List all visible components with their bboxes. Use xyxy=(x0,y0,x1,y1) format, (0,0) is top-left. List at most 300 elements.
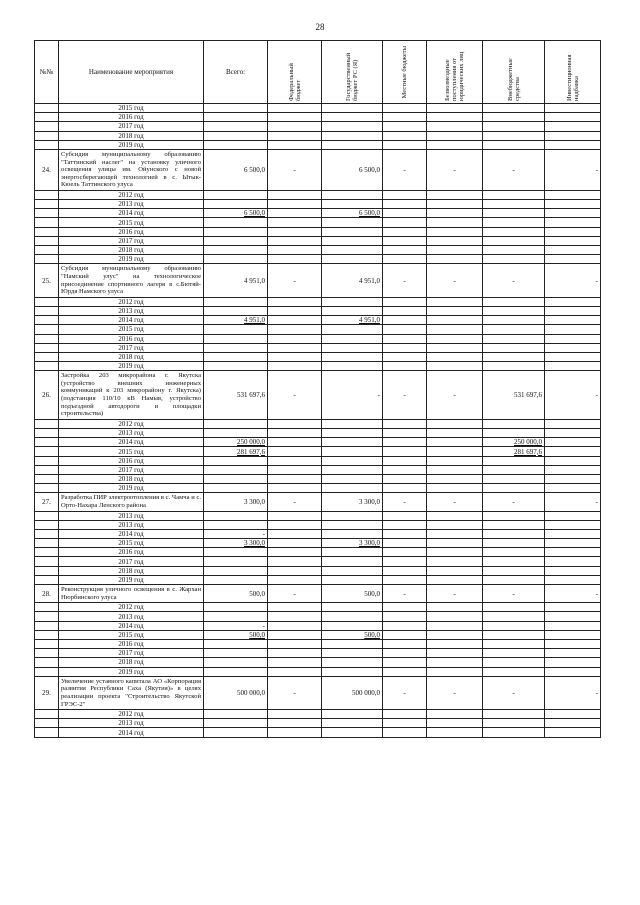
year-grants xyxy=(427,484,483,493)
item-extra: - xyxy=(483,264,545,297)
year-grants xyxy=(427,218,483,227)
year-index-cell xyxy=(35,140,59,149)
year-invest xyxy=(545,343,601,352)
year-row xyxy=(35,104,601,113)
year-local xyxy=(383,419,427,428)
year-extra xyxy=(483,511,545,520)
year-row xyxy=(35,209,601,218)
item-name: Субсидия муниципальному образованию "Намский улус" на технологическое присоединение спортивного лагеря в с.Бютяй-Юрдя Намского улуса xyxy=(59,264,204,297)
year-state-value: 6 500,0 xyxy=(359,209,380,218)
header-no: №№ xyxy=(35,41,59,104)
year-total xyxy=(204,297,268,306)
item-extra: - xyxy=(483,676,545,709)
year-invest xyxy=(545,325,601,334)
year-extra xyxy=(483,548,545,557)
year-total: - xyxy=(204,621,268,630)
year-federal xyxy=(268,621,322,630)
year-grants xyxy=(427,719,483,728)
item-row xyxy=(35,149,601,190)
year-grants xyxy=(427,190,483,199)
year-total-value: 3 300,0 xyxy=(244,539,265,548)
year-row xyxy=(35,639,601,648)
year-federal xyxy=(268,438,322,447)
year-invest xyxy=(545,246,601,255)
year-total-value: 6 500,0 xyxy=(244,209,265,218)
year-row xyxy=(35,603,601,612)
year-label: 2017 год xyxy=(59,236,204,245)
year-index-cell xyxy=(35,122,59,131)
item-row xyxy=(35,676,601,709)
year-index-cell xyxy=(35,465,59,474)
year-row xyxy=(35,557,601,566)
year-state xyxy=(322,429,383,438)
year-local xyxy=(383,297,427,306)
item-grants: - xyxy=(427,264,483,297)
year-state xyxy=(322,484,383,493)
year-grants xyxy=(427,325,483,334)
year-local xyxy=(383,575,427,584)
year-state xyxy=(322,667,383,676)
year-invest xyxy=(545,603,601,612)
year-local xyxy=(383,218,427,227)
year-federal xyxy=(268,429,322,438)
year-invest xyxy=(545,419,601,428)
year-total xyxy=(204,474,268,483)
year-label: 2016 год xyxy=(59,456,204,465)
year-extra xyxy=(483,343,545,352)
year-federal xyxy=(268,603,322,612)
year-state xyxy=(322,557,383,566)
header-name: Наименование мероприятия xyxy=(59,41,204,104)
year-index-cell xyxy=(35,710,59,719)
year-label: 2018 год xyxy=(59,658,204,667)
year-invest xyxy=(545,667,601,676)
year-local xyxy=(383,603,427,612)
year-invest xyxy=(545,438,601,447)
year-federal xyxy=(268,529,322,538)
year-local xyxy=(383,113,427,122)
item-total: 6 500,0 xyxy=(204,149,268,190)
year-row xyxy=(35,456,601,465)
item-local: - xyxy=(383,371,427,420)
year-federal xyxy=(268,465,322,474)
year-row xyxy=(35,621,601,630)
year-invest xyxy=(545,316,601,325)
item-name: Увеличение уставного капитала АО «Корпорация развития Республики Саха (Якутия)» в целях реализации проекта "Строительство Якутской ГРЭС-2" xyxy=(59,676,204,709)
year-row xyxy=(35,474,601,483)
year-total xyxy=(204,362,268,371)
year-local xyxy=(383,190,427,199)
year-invest xyxy=(545,140,601,149)
year-extra xyxy=(483,658,545,667)
year-state xyxy=(322,255,383,264)
year-row xyxy=(35,190,601,199)
year-invest xyxy=(545,612,601,621)
year-total xyxy=(204,548,268,557)
year-state xyxy=(322,639,383,648)
header-grants: Безвозмездные поступления от юридических лиц xyxy=(427,41,483,104)
year-federal xyxy=(268,639,322,648)
year-label: 2012 год xyxy=(59,297,204,306)
header-state: Государственный бюджет РС (Я) xyxy=(322,41,383,104)
item-federal: - xyxy=(268,585,322,603)
year-total xyxy=(204,122,268,131)
year-grants xyxy=(427,334,483,343)
year-grants xyxy=(427,122,483,131)
year-row xyxy=(35,667,601,676)
item-number: 27. xyxy=(35,493,59,511)
year-extra-value: 250 000,0 xyxy=(514,438,542,447)
year-total xyxy=(204,649,268,658)
table-body xyxy=(35,104,601,738)
year-row xyxy=(35,352,601,361)
year-label: 2018 год xyxy=(59,131,204,140)
item-federal: - xyxy=(268,264,322,297)
year-federal xyxy=(268,649,322,658)
year-local xyxy=(383,343,427,352)
year-local xyxy=(383,362,427,371)
year-total xyxy=(204,728,268,737)
item-grants: - xyxy=(427,676,483,709)
year-extra xyxy=(483,362,545,371)
year-label: 2015 год xyxy=(59,630,204,639)
year-index-cell xyxy=(35,343,59,352)
year-state xyxy=(322,104,383,113)
year-index-cell xyxy=(35,511,59,520)
year-local xyxy=(383,447,427,456)
year-grants xyxy=(427,419,483,428)
year-total xyxy=(204,539,268,548)
year-extra xyxy=(483,255,545,264)
item-state: - xyxy=(322,371,383,420)
year-label: 2017 год xyxy=(59,557,204,566)
year-total xyxy=(204,325,268,334)
year-extra xyxy=(483,316,545,325)
page-number: 28 xyxy=(315,22,325,32)
year-grants xyxy=(427,140,483,149)
year-invest xyxy=(545,236,601,245)
year-state xyxy=(322,131,383,140)
year-row xyxy=(35,227,601,236)
item-total: 4 951,0 xyxy=(204,264,268,297)
year-extra xyxy=(483,429,545,438)
year-state xyxy=(322,539,383,548)
item-invest: - xyxy=(545,676,601,709)
year-index-cell xyxy=(35,474,59,483)
item-row xyxy=(35,585,601,603)
year-grants xyxy=(427,316,483,325)
year-invest xyxy=(545,566,601,575)
year-federal xyxy=(268,316,322,325)
year-total xyxy=(204,131,268,140)
year-total xyxy=(204,465,268,474)
year-index-cell xyxy=(35,630,59,639)
year-extra xyxy=(483,728,545,737)
year-row xyxy=(35,246,601,255)
year-grants xyxy=(427,529,483,538)
year-extra-value: 281 697,6 xyxy=(514,447,542,456)
year-local xyxy=(383,122,427,131)
year-federal xyxy=(268,334,322,343)
year-label: 2014 год xyxy=(59,529,204,538)
year-grants xyxy=(427,131,483,140)
year-label: 2015 год xyxy=(59,447,204,456)
year-total xyxy=(204,612,268,621)
item-extra: - xyxy=(483,149,545,190)
year-local xyxy=(383,529,427,538)
year-local xyxy=(383,236,427,245)
item-federal: - xyxy=(268,676,322,709)
year-grants xyxy=(427,209,483,218)
year-total-value: 4 951,0 xyxy=(244,316,265,325)
item-invest: - xyxy=(545,493,601,511)
year-extra xyxy=(483,122,545,131)
year-federal xyxy=(268,140,322,149)
year-total xyxy=(204,639,268,648)
year-label: 2013 год xyxy=(59,612,204,621)
year-row xyxy=(35,343,601,352)
year-total xyxy=(204,520,268,529)
year-row xyxy=(35,419,601,428)
year-state xyxy=(322,190,383,199)
item-number: 25. xyxy=(35,264,59,297)
year-index-cell xyxy=(35,603,59,612)
year-label: 2016 год xyxy=(59,639,204,648)
year-state xyxy=(322,297,383,306)
year-total xyxy=(204,575,268,584)
year-extra xyxy=(483,566,545,575)
year-state-value: 3 300,0 xyxy=(359,539,380,548)
year-federal xyxy=(268,658,322,667)
year-grants xyxy=(427,227,483,236)
year-extra xyxy=(483,131,545,140)
year-invest xyxy=(545,200,601,209)
year-grants xyxy=(427,447,483,456)
year-state xyxy=(322,447,383,456)
year-federal xyxy=(268,227,322,236)
year-extra xyxy=(483,352,545,361)
year-total: - xyxy=(204,529,268,538)
year-total xyxy=(204,557,268,566)
item-number: 26. xyxy=(35,371,59,420)
year-total-value: 281 697,6 xyxy=(237,447,265,456)
year-federal xyxy=(268,352,322,361)
header-federal: Федеральный бюджет xyxy=(268,41,322,104)
year-total xyxy=(204,484,268,493)
year-label: 2017 год xyxy=(59,122,204,131)
year-row xyxy=(35,710,601,719)
year-grants xyxy=(427,511,483,520)
item-name: Субсидия муниципальному образованию "Таттинский наслег" на установку уличного освещения улицы им. Ойунского с новой энергосберегающей технологией в с. Ытык-Кюель Таттинского улуса xyxy=(59,149,204,190)
year-invest xyxy=(545,649,601,658)
item-state: 4 951,0 xyxy=(322,264,383,297)
year-extra xyxy=(483,529,545,538)
year-label: 2014 год xyxy=(59,728,204,737)
year-extra xyxy=(483,456,545,465)
year-extra xyxy=(483,209,545,218)
year-label: 2013 год xyxy=(59,511,204,520)
year-state xyxy=(322,612,383,621)
year-local xyxy=(383,639,427,648)
year-local xyxy=(383,131,427,140)
year-state xyxy=(322,236,383,245)
item-grants: - xyxy=(427,585,483,603)
year-total xyxy=(204,658,268,667)
year-federal xyxy=(268,520,322,529)
year-local xyxy=(383,630,427,639)
year-invest xyxy=(545,255,601,264)
year-state xyxy=(322,362,383,371)
item-extra: - xyxy=(483,585,545,603)
item-federal: - xyxy=(268,371,322,420)
year-federal xyxy=(268,511,322,520)
year-index-cell xyxy=(35,227,59,236)
year-state-value: 500,0 xyxy=(364,630,380,639)
year-extra xyxy=(483,621,545,630)
year-total xyxy=(204,236,268,245)
item-federal: - xyxy=(268,493,322,511)
year-invest xyxy=(545,529,601,538)
year-label: 2019 год xyxy=(59,667,204,676)
year-index-cell xyxy=(35,325,59,334)
year-state xyxy=(322,465,383,474)
year-local xyxy=(383,649,427,658)
year-row xyxy=(35,649,601,658)
year-federal xyxy=(268,190,322,199)
year-total xyxy=(204,447,268,456)
year-extra xyxy=(483,612,545,621)
year-row xyxy=(35,131,601,140)
year-local xyxy=(383,710,427,719)
year-index-cell xyxy=(35,667,59,676)
year-state xyxy=(322,343,383,352)
year-federal xyxy=(268,246,322,255)
year-federal xyxy=(268,122,322,131)
year-extra xyxy=(483,710,545,719)
year-local xyxy=(383,140,427,149)
year-grants xyxy=(427,104,483,113)
year-invest xyxy=(545,484,601,493)
year-total xyxy=(204,334,268,343)
year-invest xyxy=(545,104,601,113)
year-local xyxy=(383,352,427,361)
year-grants xyxy=(427,306,483,315)
year-row xyxy=(35,255,601,264)
year-state xyxy=(322,511,383,520)
year-total xyxy=(204,419,268,428)
year-index-cell xyxy=(35,557,59,566)
year-total xyxy=(204,190,268,199)
year-row xyxy=(35,548,601,557)
year-label: 2018 год xyxy=(59,566,204,575)
year-row xyxy=(35,316,601,325)
year-state xyxy=(322,548,383,557)
year-index-cell xyxy=(35,612,59,621)
year-local xyxy=(383,520,427,529)
year-invest xyxy=(545,113,601,122)
year-local xyxy=(383,621,427,630)
year-row xyxy=(35,539,601,548)
item-name: Застройка 203 микрорайона г. Якутска (устройство внешних инженерных коммуникаций к 203 микрорайону г. Якутска) (подстанция 110/10 кВ Намыв, устройство подъездной автодороги и площадки строительства) xyxy=(59,371,204,420)
header-invest: Инвестиционная надбавка xyxy=(545,41,601,104)
year-local xyxy=(383,474,427,483)
year-state xyxy=(322,227,383,236)
year-index-cell xyxy=(35,429,59,438)
year-state xyxy=(322,575,383,584)
year-grants xyxy=(427,630,483,639)
year-label: 2013 год xyxy=(59,200,204,209)
year-invest xyxy=(545,297,601,306)
year-index-cell xyxy=(35,719,59,728)
year-extra xyxy=(483,557,545,566)
item-invest: - xyxy=(545,585,601,603)
item-row xyxy=(35,264,601,297)
year-label: 2014 год xyxy=(59,316,204,325)
year-total xyxy=(204,209,268,218)
year-invest xyxy=(545,539,601,548)
header-extra: Внебюджетные средства xyxy=(483,41,545,104)
year-label: 2018 год xyxy=(59,246,204,255)
year-grants xyxy=(427,246,483,255)
year-extra xyxy=(483,297,545,306)
year-grants xyxy=(427,438,483,447)
year-label: 2012 год xyxy=(59,710,204,719)
year-federal xyxy=(268,484,322,493)
year-grants xyxy=(427,548,483,557)
year-local xyxy=(383,612,427,621)
year-state xyxy=(322,306,383,315)
year-index-cell xyxy=(35,649,59,658)
year-state xyxy=(322,658,383,667)
year-row xyxy=(35,728,601,737)
year-index-cell xyxy=(35,131,59,140)
year-grants xyxy=(427,557,483,566)
year-grants xyxy=(427,236,483,245)
year-state xyxy=(322,200,383,209)
year-label: 2014 год xyxy=(59,438,204,447)
year-grants xyxy=(427,520,483,529)
year-extra xyxy=(483,447,545,456)
year-state xyxy=(322,316,383,325)
year-local xyxy=(383,246,427,255)
year-label: 2012 год xyxy=(59,603,204,612)
year-federal xyxy=(268,575,322,584)
year-invest xyxy=(545,511,601,520)
year-total xyxy=(204,200,268,209)
year-invest xyxy=(545,334,601,343)
year-label: 2019 год xyxy=(59,140,204,149)
item-number: 24. xyxy=(35,149,59,190)
item-name: Реконструкция уличного освещения в с. Жархан Нюрбинского улуса xyxy=(59,585,204,603)
year-index-cell xyxy=(35,104,59,113)
year-total xyxy=(204,316,268,325)
item-number: 28. xyxy=(35,585,59,603)
year-total xyxy=(204,255,268,264)
year-label: 2014 год xyxy=(59,209,204,218)
year-label: 2013 год xyxy=(59,520,204,529)
year-total xyxy=(204,667,268,676)
year-row xyxy=(35,362,601,371)
year-federal xyxy=(268,539,322,548)
year-label: 2013 год xyxy=(59,306,204,315)
year-label: 2018 год xyxy=(59,352,204,361)
year-local xyxy=(383,539,427,548)
year-federal xyxy=(268,255,322,264)
year-invest xyxy=(545,621,601,630)
year-label: 2019 год xyxy=(59,255,204,264)
year-extra xyxy=(483,227,545,236)
year-total xyxy=(204,710,268,719)
